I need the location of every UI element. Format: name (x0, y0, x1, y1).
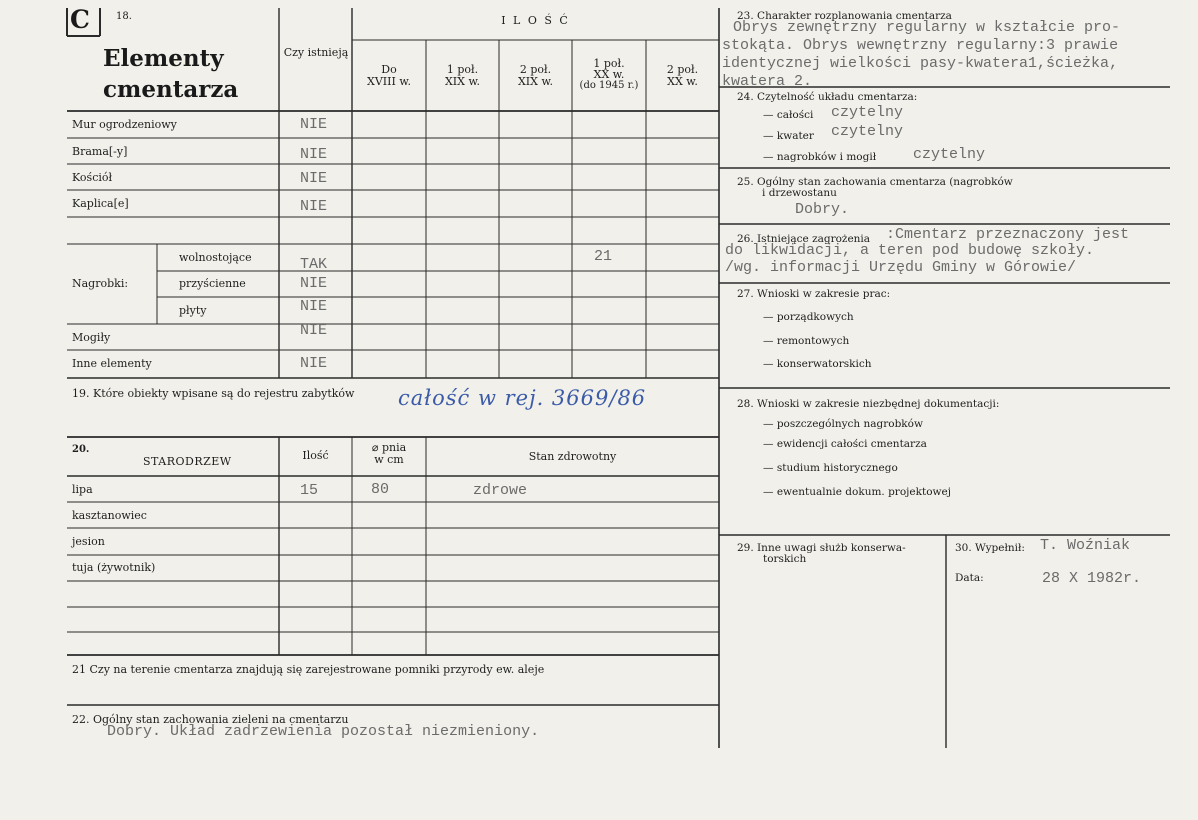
row-exists-value: NIE (300, 116, 328, 133)
page-number: 18. (116, 11, 132, 22)
s30-name-value: T. Woźniak (1040, 537, 1131, 554)
s28-item: — studium historycznego (763, 462, 898, 474)
row-exists-value: NIE (300, 146, 328, 163)
nagrobki-type-label: wolnostojące (179, 251, 252, 264)
s24-item-value: czytelny (831, 123, 904, 140)
s24-item-label: — nagrobków i mogił (763, 151, 877, 163)
s27-item: — remontowych (763, 335, 850, 347)
period-header: 2 poł. XIX w. (517, 63, 554, 88)
s20-col-ilosc: Ilość (302, 449, 329, 462)
row-label: Mogiły (72, 331, 111, 344)
row-label: Brama[-y] (72, 145, 128, 158)
nagrobki-exists-value: NIE (300, 298, 328, 315)
s27-item: — porządkowych (763, 311, 854, 323)
table-title-line2: cmentarza (103, 76, 239, 103)
s24-item-label: — całości (763, 109, 814, 121)
s24-item-label: — kwater (763, 130, 814, 142)
s30-date-value: 28 X 1982r. (1042, 570, 1142, 587)
s25-label: 25. Ogólny stan zachowania cmentarza (nagrobków (737, 176, 1013, 188)
s23-line: kwatera 2. (722, 73, 813, 90)
nagrobki-exists-value: TAK (300, 256, 328, 273)
s28-item: — ewentualnie dokum. projektowej (763, 486, 951, 498)
s26-line: :Cmentarz przeznaczony jest (886, 226, 1130, 243)
row-label: Kościół (72, 171, 113, 184)
nagrobki-type-label: płyty (179, 304, 207, 317)
s27-item: — konserwatorskich (763, 358, 872, 370)
s19-label: 19. Które obiekty wpisane są do rejestru zabytków (72, 387, 355, 400)
s26-line: /wg. informacji Urzędu Gminy w Górowie/ (725, 259, 1077, 276)
s22-value: Dobry. Układ zadrzewienia pozostał niezmieniony. (107, 723, 540, 740)
s26-label: 26. Istniejące zagrożenia (737, 233, 871, 245)
nagrobki-type-label: przyścienne (179, 277, 246, 290)
s27-label: 27. Wnioski w zakresie prac: (737, 288, 891, 300)
tree-row-label: lipa (72, 483, 93, 496)
tree-row-label: kasztanowiec (72, 509, 147, 522)
s21-label: 21 Czy na terenie cmentarza znajdują się zarejestrowane pomniki przyrody ew. aleje (72, 663, 545, 676)
s28-item: — poszczególnych nagrobków (763, 418, 923, 430)
ilosc-header: I L O Ś Ć (501, 14, 570, 27)
s29-label: 29. Inne uwagi służb konserwa- (737, 542, 906, 554)
row-label: Inne elementy (72, 357, 152, 370)
s23-line: stokąta. Obrys wewnętrzny regularny:3 prawie (722, 37, 1119, 54)
nagrobki-exists-value: NIE (300, 275, 328, 292)
s30-label: 30. Wypełnił: (955, 542, 1025, 554)
s20-col-stan: Stan zdrowotny (528, 450, 617, 463)
tree-trunk-value: 80 (371, 481, 390, 498)
nagrobki-count-value: 21 (594, 248, 613, 265)
nagrobki-label: Nagrobki: (72, 277, 129, 290)
s24-item-value: czytelny (913, 146, 986, 163)
s24-item-value: czytelny (831, 104, 904, 121)
s25-value: Dobry. (795, 201, 850, 218)
s24-label: 24. Czytelność układu cmentarza: (737, 91, 918, 103)
s23-label: 23. Charakter rozplanowania cmentarza (737, 10, 952, 22)
row-label: Kaplica[e] (72, 197, 129, 210)
s29-label-cont: torskich (763, 553, 807, 565)
tree-row-label: tuja (żywotnik) (72, 561, 156, 574)
period-header: 2 poł. XX w. (666, 63, 699, 88)
period-header: 1 poł. XIX w. (444, 63, 481, 88)
s23-line: Obrys zewnętrzny regularny w kształcie pro- (733, 19, 1121, 36)
s30-date-label: Data: (955, 572, 984, 584)
table-title-line1: Elementy (103, 45, 224, 72)
period-header: Do XVIII w. (367, 63, 411, 88)
row-label: Mur ogrodzeniowy (72, 118, 177, 131)
s20-title: STARODRZEW (143, 455, 232, 468)
s19-handwritten-value: całość w rej. 3669/86 (398, 386, 647, 410)
s23-line: identycznej wielkości pasy-kwatera1,ścieżka, (722, 55, 1119, 72)
s25-label-cont: i drzewostanu (762, 187, 837, 199)
s22-label: 22. Ogólny stan zachowania zieleni na cmentarzu (72, 713, 349, 726)
s20-number: 20. (72, 444, 90, 455)
tree-health-value: zdrowe (473, 482, 528, 499)
s20-col-pnia: ⌀ pnia w cm (371, 441, 407, 466)
section-letter: C (70, 5, 90, 34)
row-exists-value: NIE (300, 170, 328, 187)
tree-row-label: jesion (72, 535, 105, 548)
tree-count-value: 15 (300, 482, 319, 499)
s26-line: do likwidacji, a teren pod budowę szkoły. (725, 242, 1095, 259)
s28-label: 28. Wnioski w zakresie niezbędnej dokumentacji: (737, 398, 1000, 410)
row-exists-value: NIE (300, 355, 328, 372)
column-exists-header: Czy istnieją (283, 46, 349, 59)
row-exists-value: NIE (300, 322, 328, 339)
s28-item: — ewidencji całości cmentarza (763, 438, 927, 450)
row-exists-value: NIE (300, 198, 328, 215)
period-header: 1 poł. XX w. (do 1945 r.) (579, 57, 639, 91)
